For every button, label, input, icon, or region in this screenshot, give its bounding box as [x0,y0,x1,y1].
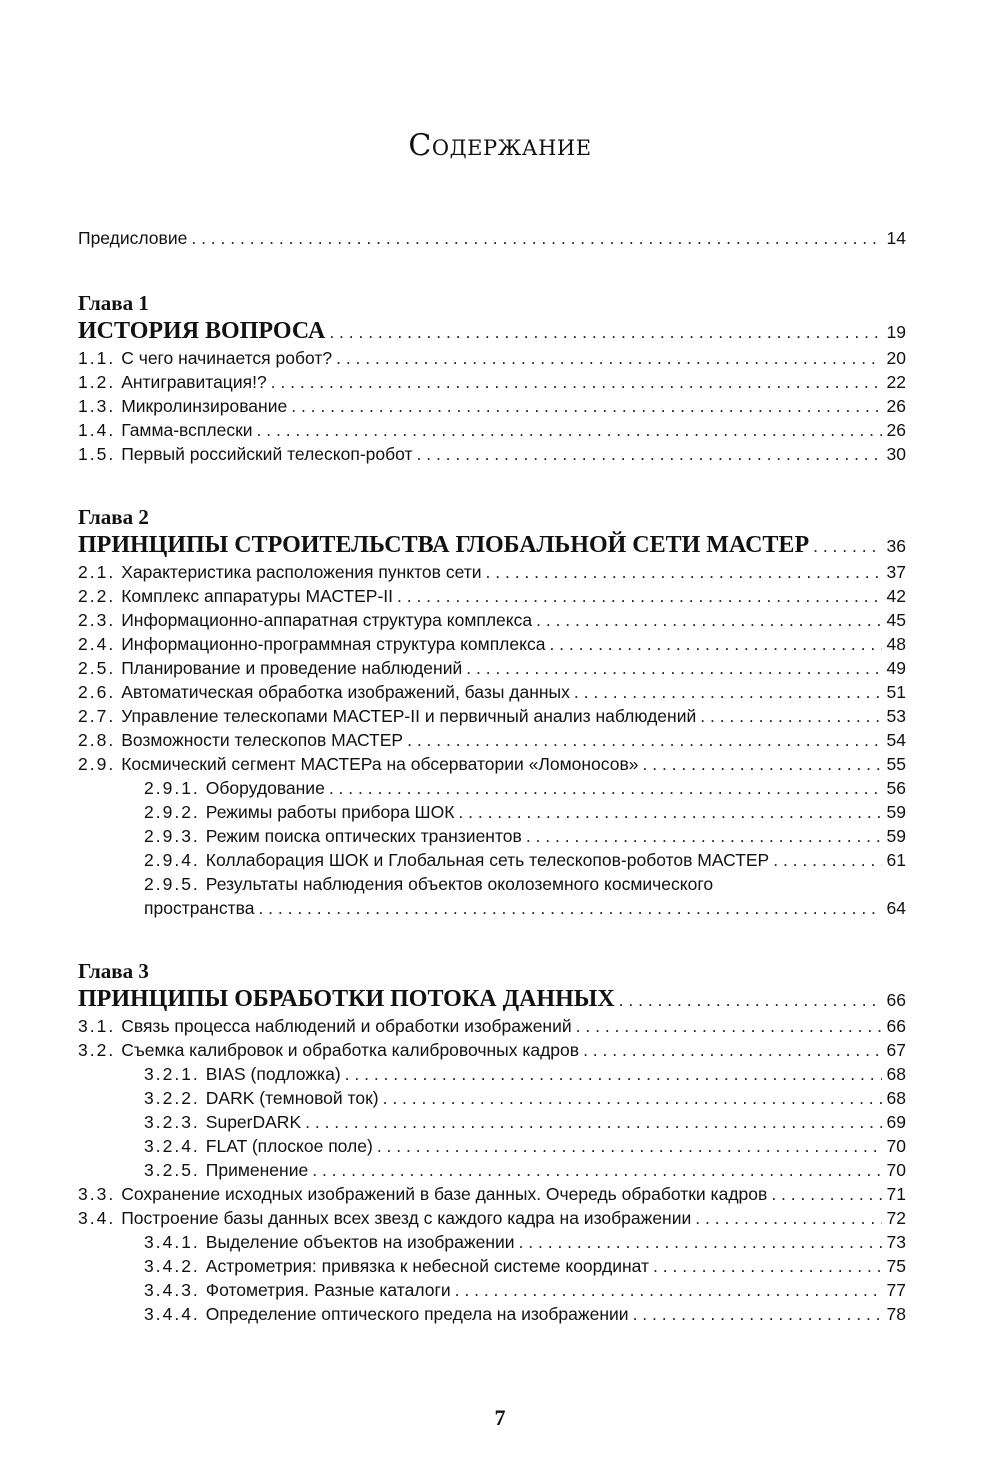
section-title: Первый российский телескоп-робот [121,444,413,464]
section-number: 3.2.2. [144,1088,200,1108]
section-title: Оборудование [205,778,325,798]
dot-leader [526,824,882,848]
section-number: 3.4.4. [144,1304,200,1324]
section-number: 2.4. [78,634,116,654]
dot-leader [700,704,882,728]
entry-page: 42 [886,586,906,606]
section-title: Фотометрия. Разные каталоги [205,1280,451,1300]
section-number: 3.2.4. [144,1136,200,1156]
section-label [78,632,545,656]
section-label [78,656,462,680]
dot-leader [619,985,882,1015]
toc-entry-section[interactable] [78,656,906,680]
section-title: Режим поиска оптических транзиентов [205,826,522,846]
toc-entry-section[interactable] [78,1182,906,1206]
section-title: Построение базы данных всех звезд с каждого кадра на изображении [121,1208,692,1228]
dot-leader [257,418,882,442]
toc-entry-section[interactable] [78,560,906,584]
toc-entry-section[interactable] [78,346,906,370]
chapter-title: ПРИНЦИПЫ СТРОИТЕЛЬСТВА ГЛОБАЛЬНОЙ СЕТИ МАСТЕР [78,532,810,558]
toc-entry-section[interactable] [78,1062,906,1086]
section-label [78,608,532,632]
section-label [144,1302,629,1326]
section-number: 2.9.3. [144,826,200,846]
section-title-continuation: пространства [144,898,255,918]
section-title: Определение оптического предела на изображении [205,1304,629,1324]
section-label [78,704,696,728]
entry-page: 73 [886,1232,906,1252]
section-title: DARK (темновой ток) [205,1088,379,1108]
toc-entry-section[interactable] [78,1158,906,1182]
section-number: 2.9.4. [144,850,200,870]
page-title: Содержание [408,128,592,163]
toc-entry-section[interactable] [78,1110,906,1134]
chapter-spacer [78,920,906,958]
dot-leader [466,656,882,680]
entry-page: 56 [886,778,906,798]
section-title: Сохранение исходных изображений в базе данных. Очередь обработки кадров [121,1184,768,1204]
section-label [144,1134,373,1158]
toc-entry-section-continued[interactable] [78,896,906,920]
section-title: Применение [205,1160,309,1180]
entry-page: 77 [886,1280,906,1300]
dot-leader [345,1062,882,1086]
section-title: Выделение объектов на изображении [205,1232,515,1252]
toc-entry-chapter[interactable] [78,984,906,1014]
section-number: 2.1. [78,562,116,582]
dot-leader [549,632,882,656]
table-of-contents [78,226,906,1326]
entry-page: 67 [886,1040,906,1060]
toc-entry-section[interactable] [78,1038,906,1062]
entry-page: 68 [886,1064,906,1084]
entry-page: 26 [886,396,906,416]
dot-leader [536,608,882,632]
section-label [78,394,287,418]
section-number: 2.5. [78,658,116,678]
dot-leader [377,1134,882,1158]
dot-leader [633,1302,882,1326]
dot-leader [653,1254,882,1278]
toc-entry-section[interactable] [78,584,906,608]
section-label [78,584,393,608]
section-title: Комплекс аппаратуры МАСТЕР-II [121,586,393,606]
section-label [78,370,267,394]
dot-leader [291,394,882,418]
toc-entry-section[interactable] [78,824,906,848]
section-number: 2.7. [78,706,116,726]
section-number: 2.9.1. [144,778,200,798]
entry-page: 61 [886,850,906,870]
toc-entry-section[interactable] [78,1302,906,1326]
toc-entry-chapter[interactable] [78,316,906,346]
toc-entry-section[interactable] [78,632,906,656]
section-label [144,848,769,872]
dot-leader [574,680,882,704]
dot-leader [312,1158,882,1182]
dot-leader [773,848,882,872]
section-number: 3.2.1. [144,1064,200,1084]
section-label [78,752,639,776]
section-title: Съемка калибровок и обработка калибровочных кадров [121,1040,580,1060]
entry-page: 69 [886,1112,906,1132]
toc-entry-section[interactable] [78,848,906,872]
entry-page: 14 [886,228,906,248]
dot-leader [305,1110,882,1134]
section-number: 3.2.3. [144,1112,200,1132]
entry-page: 22 [886,372,906,392]
chapters [78,250,906,1326]
section-number: 3.3. [78,1184,116,1204]
section-number: 1.2. [78,372,116,392]
dot-leader [336,346,882,370]
section-label [78,1206,691,1230]
section-number: 2.2. [78,586,116,606]
toc-entry-section[interactable] [78,872,906,896]
chapter-label: Глава 1 [78,291,149,315]
section-title: Информационно-программная структура комплекса [121,634,546,654]
section-label [144,1254,649,1278]
dot-leader [576,1014,882,1038]
dot-leader [383,1086,882,1110]
section-title: Управление телескопами МАСТЕР-II и первичный анализ наблюдений [121,706,697,726]
entry-title: Предисловие [78,228,188,248]
section-number: 3.2. [78,1040,116,1060]
entry-page: 75 [886,1256,906,1276]
toc-entry-preface[interactable] [78,226,906,250]
toc-entry-section[interactable] [78,394,906,418]
page-number: 7 [494,1405,506,1430]
chapter-spacer [78,250,906,290]
section-title: Планирование и проведение наблюдений [121,658,463,678]
dot-leader [486,560,882,584]
toc-entry-section[interactable] [78,1086,906,1110]
entry-page: 20 [886,348,906,368]
dot-leader [191,226,882,250]
chapter-label: Глава 3 [78,959,149,983]
section-title: Режимы работы прибора ШОК [205,802,455,822]
section-number: 3.4.1. [144,1232,200,1252]
chapter-title: ИСТОРИЯ ВОПРОСА [78,318,326,344]
section-number: 2.3. [78,610,116,630]
toc-entry-section[interactable] [78,1206,906,1230]
section-number: 1.3. [78,396,116,416]
entry-page: 70 [886,1160,906,1180]
toc-entry-section[interactable] [78,1230,906,1254]
dot-leader [417,442,883,466]
toc-entry-section[interactable] [78,800,906,824]
section-label [78,418,253,442]
entry-page: 64 [886,898,906,918]
dot-leader [329,317,882,347]
section-label [144,776,325,800]
toc-entry-section[interactable] [78,1278,906,1302]
entry-page: 36 [886,536,906,556]
section-label [78,680,570,704]
entry-page: 49 [886,658,906,678]
entry-page: 54 [886,730,906,750]
section-number: 1.5. [78,444,116,464]
section-number: 3.4. [78,1208,116,1228]
chapter-spacer [78,466,906,504]
section-title: Характеристика расположения пунктов сети [121,562,482,582]
entry-page: 53 [886,706,906,726]
entry-page: 45 [886,610,906,630]
entry-page: 70 [886,1136,906,1156]
toc-entry-section[interactable] [78,680,906,704]
section-label [78,560,482,584]
section-title: Информационно-аппаратная структура комплекса [121,610,533,630]
toc-entry-section[interactable] [78,704,906,728]
entry-page: 26 [886,420,906,440]
section-title: Антигравитация!? [121,372,267,392]
section-number: 2.9. [78,754,116,774]
section-label [144,1086,379,1110]
section-title: Возможности телескопов МАСТЕР [121,730,404,750]
chapter-label: Глава 2 [78,505,149,529]
entry-page: 30 [886,444,906,464]
chapter-title: ПРИНЦИПЫ ОБРАБОТКИ ПОТОКА ДАННЫХ [78,986,615,1012]
section-number: 2.9.5. [144,874,200,894]
dot-leader [813,531,882,561]
entry-page: 59 [886,802,906,822]
toc-entry-section[interactable] [78,418,906,442]
dot-leader [271,370,882,394]
section-title: С чего начинается робот? [121,348,333,368]
section-title: Результаты наблюдения объектов околоземного космического [205,874,714,894]
section-number: 2.6. [78,682,116,702]
dot-leader [771,1182,882,1206]
section-title: SuperDARK [205,1112,302,1132]
section-label [78,1038,579,1062]
section-number: 1.4. [78,420,116,440]
section-title: Автоматическая обработка изображений, базы данных [121,682,570,702]
toc-entry-section[interactable] [78,608,906,632]
toc-entry-section[interactable] [78,752,906,776]
entry-page: 51 [886,682,906,702]
dot-leader [397,584,882,608]
toc-entry-section[interactable] [78,1014,906,1038]
dot-leader [329,776,882,800]
entry-page: 78 [886,1304,906,1324]
dot-leader [643,752,883,776]
section-title: FLAT (плоское поле) [205,1136,373,1156]
section-label [78,1014,572,1038]
dot-leader [695,1206,882,1230]
section-title: Связь процесса наблюдений и обработки изображений [121,1016,572,1036]
dot-leader [583,1038,882,1062]
section-label [144,1062,341,1086]
entry-page: 48 [886,634,906,654]
dot-leader [258,896,882,920]
dot-leader [455,1278,882,1302]
entry-page: 55 [886,754,906,774]
entry-page: 59 [886,826,906,846]
section-label [78,442,413,466]
section-label [78,1182,767,1206]
section-title: Микролинзирование [121,396,288,416]
section-number: 2.8. [78,730,116,750]
entry-page: 66 [886,1016,906,1036]
toc-entry-section[interactable] [78,1254,906,1278]
section-number: 3.1. [78,1016,116,1036]
entry-page: 68 [886,1088,906,1108]
entry-page: 66 [886,990,906,1010]
dot-leader [407,728,882,752]
section-number: 3.4.3. [144,1280,200,1300]
toc-entry-section[interactable] [78,728,906,752]
section-title: Гамма-всплески [121,420,253,440]
dot-leader [458,800,882,824]
section-label [78,728,403,752]
section-label [144,1278,451,1302]
entry-page: 37 [886,562,906,582]
section-number: 3.2.5. [144,1160,200,1180]
section-title: BIAS (подложка) [205,1064,341,1084]
toc-entry-section[interactable] [78,370,906,394]
toc-entry-section[interactable] [78,442,906,466]
toc-entry-section[interactable] [78,1134,906,1158]
section-label [144,800,454,824]
section-title: Астрометрия: привязка к небесной системе координат [205,1256,650,1276]
section-number: 1.1. [78,348,116,368]
section-label [144,824,522,848]
entry-page: 19 [886,322,906,342]
entry-page: 71 [886,1184,906,1204]
dot-leader [519,1230,882,1254]
toc-entry-section[interactable] [78,776,906,800]
section-label [144,1110,301,1134]
entry-page: 72 [886,1208,906,1228]
section-number: 3.4.2. [144,1256,200,1276]
section-number: 2.9.2. [144,802,200,822]
toc-entry-chapter[interactable] [78,530,906,560]
section-label [144,1158,308,1182]
section-label [144,1230,515,1254]
section-label [78,346,332,370]
section-title: Космический сегмент МАСТЕРа на обсерватории «Ломоносов» [121,754,639,774]
section-title: Коллаборация ШОК и Глобальная сеть телескопов-роботов МАСТЕР [205,850,770,870]
